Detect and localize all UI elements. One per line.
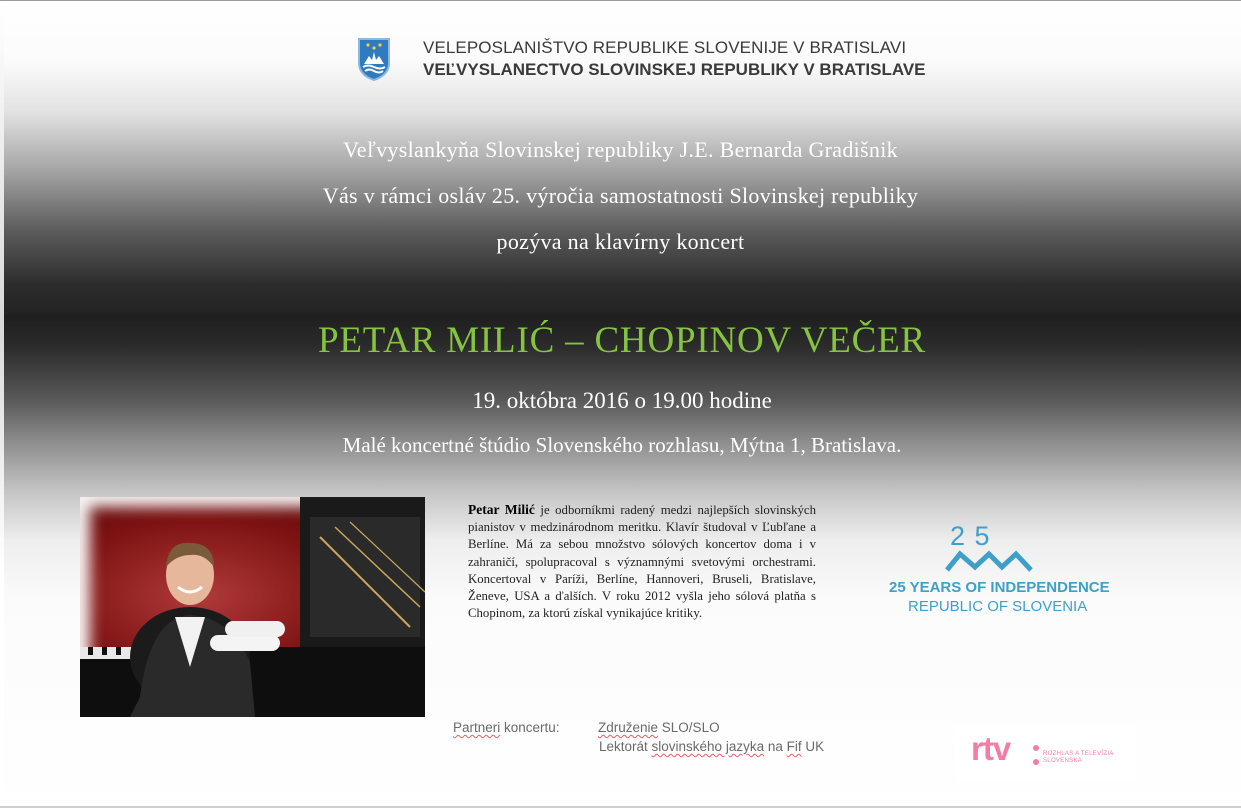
concert-date: 19. októbra 2016 o 19.00 hodine [472,388,772,413]
rtv-logo-text: rtv [971,730,1011,767]
partner-1: Združenie SLO/SLO [598,720,720,735]
anniversary-numbers: 2 5 [950,521,991,551]
slovenia-coat-of-arms-icon [357,37,391,81]
embassy-title [423,37,926,81]
pianist-photo [80,497,425,717]
partner-2: Lektorát slovinského jazyka na Fif UK [599,739,825,754]
invitation-line-1: Veľvyslankyňa Slovinskej republiky J.E. Bernarda Gradišnik [343,137,898,162]
pianist-biography [468,501,816,622]
concert-venue: Malé koncertné štúdio Slovenského rozhlasu, Mýtna 1, Bratislava. [342,433,902,457]
bio-text: je odborníkmi radený medzi najlepších slovinských pianistov v medzinárodnom meritku. Klavír študoval v Ľubľane a Berlíne. Má za sebou množstvo sólových koncertov doma i v zahraničí, spolupracoval s významnými svetovými orchestrami. Koncertoval v Paríži, Berlíne, Hannoveri, Bruseli, Bratislave, Ženeve, USA a ďalších. V roku 2012 vyšla jeho sólová platňa s Chopinom, za ktorú získal vynikajúce kritiky. [468,503,816,621]
embassy-name-slovak: VEĽVYSLANECTVO SLOVINSKEJ REPUBLIKY V BRATISLAVE [423,60,926,79]
anniversary-line-1: 25 YEARS OF INDEPENDENCE [889,579,1110,596]
rtv-colon-icon [1033,742,1039,768]
concert-title: PETAR MILIĆ – CHOPINOV VEČER [317,320,927,361]
embassy-name-slovene: VELEPOSLANIŠTVO REPUBLIKE SLOVENIJE V BRATISLAVI [423,38,907,57]
invitation-line-2: Vás v rámci osláv 25. výročia samostatnosti Slovinskej republiky [322,183,919,208]
bio-name: Petar Milić [468,502,535,517]
invitation-line-3: pozýva na klavírny koncert [496,229,745,254]
partners-label: Partneri koncertu: [453,720,560,735]
anniversary-line-2: REPUBLIC OF SLOVENIA [908,598,1088,615]
rtv-logo-subtitle: ROZHLAS A TELEVÍZIA SLOVENSKA [1043,751,1114,764]
